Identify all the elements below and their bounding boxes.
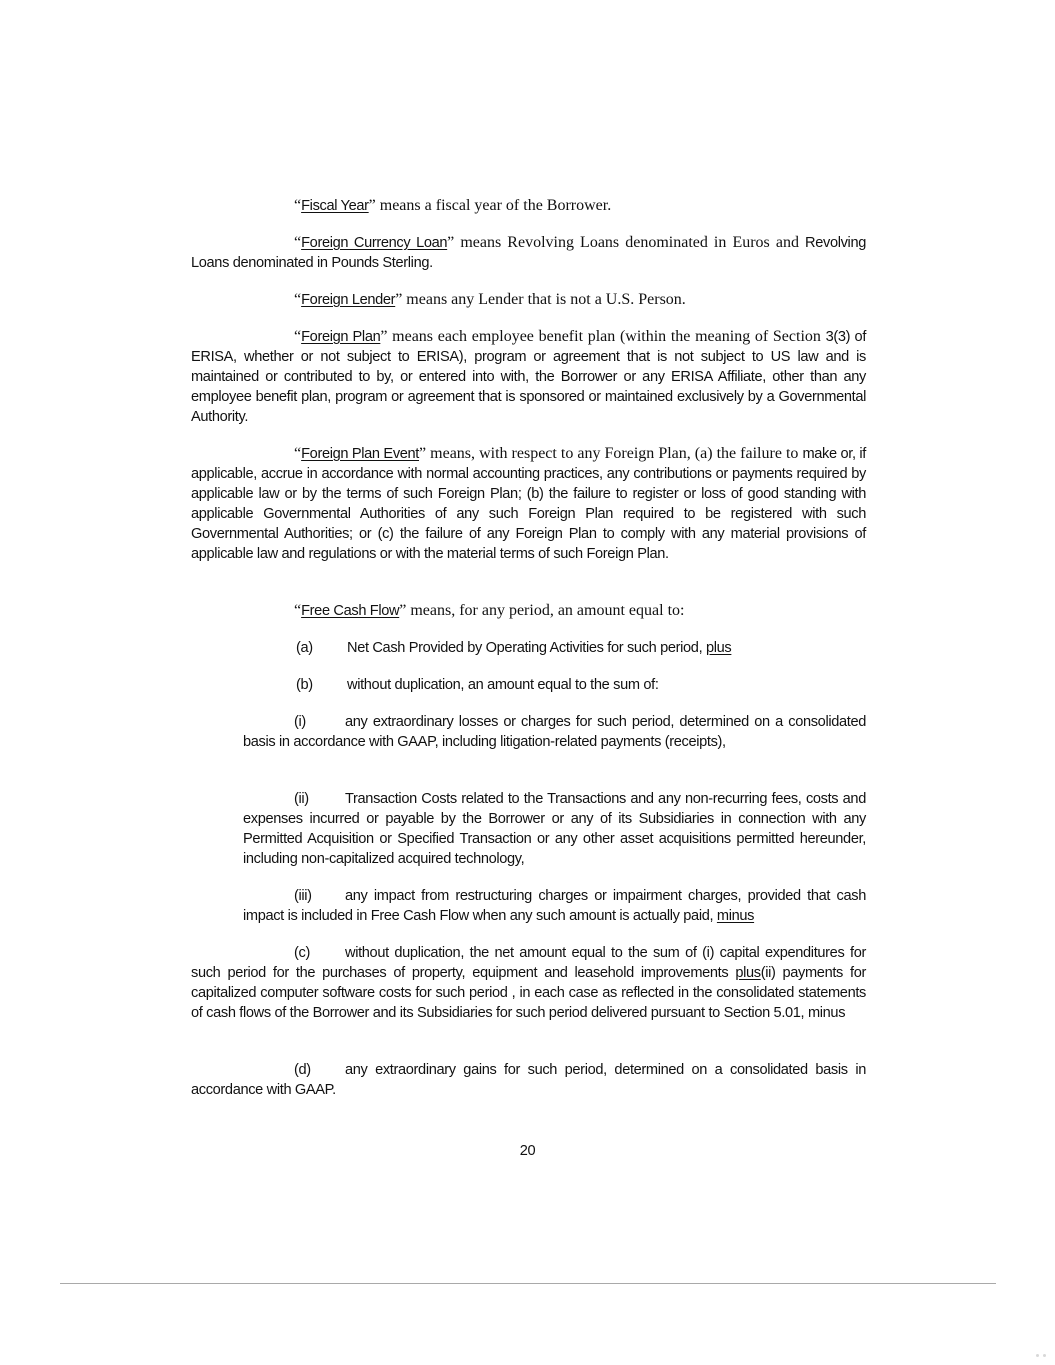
defined-term: Foreign Plan <box>301 329 381 345</box>
item-i-rest: consolidated basis in accordance with GAAP, including litigation-related payments (receipts), <box>243 714 866 750</box>
footer-divider <box>60 1283 996 1284</box>
corner-mark <box>1026 1354 1046 1360</box>
minus-term: minus <box>716 908 755 924</box>
definition-foreign-plan-event <box>191 444 866 564</box>
defined-term: Free Cash Flow <box>301 603 400 619</box>
plus-term: plus <box>735 965 761 981</box>
item-c-label: (c) <box>294 945 310 961</box>
item-ii-rest: costs and expenses incurred or payable by the Borrower or any of its Subsidiaries in connection with any Permitted Acquisition or Specified Transaction or any other asset acquisitions permitted hereunder, including non-capitalized acquired technology, <box>243 791 866 867</box>
definition-text: ” means, with respect to any Foreign Plan, (a) the failure to <box>419 445 799 462</box>
open-quote: “ <box>294 291 302 308</box>
item-c-first: without duplication, the net amount equal to the sum of (i) capital <box>345 945 760 961</box>
item-c <box>191 943 866 1023</box>
definition-text: ” means any Lender that is not a U.S. Person. <box>395 291 686 308</box>
definition-text: ” means each employee benefit plan (within the meaning of Section <box>380 328 821 345</box>
definition-fiscal-year <box>294 196 611 216</box>
item-c-rest: in the consolidated statements of cash flows of the Borrower and its Subsidiaries for such period delivered pursuant to Section 5.01, minus <box>191 985 866 1021</box>
page-number: 20 <box>519 1143 536 1159</box>
item-iii-label: (iii) <box>294 888 312 904</box>
item-ii-first: Transaction Costs related to the Transactions and any non-recurring fees, <box>345 791 802 807</box>
item-iii <box>243 886 866 926</box>
definition-text: ” means Revolving Loans denominated in Euros and <box>447 234 799 251</box>
item-ii-label: (ii) <box>294 791 309 807</box>
item-i-label: (i) <box>294 714 306 730</box>
definition-foreign-currency-loan <box>191 233 866 273</box>
definition-foreign-lender <box>294 290 686 310</box>
plus-term: plus <box>706 640 732 656</box>
item-i <box>243 712 866 752</box>
open-quote: “ <box>294 328 302 345</box>
item-a-body: Net Cash Provided by Operating Activities for such period, <box>347 640 703 656</box>
definition-free-cash-flow <box>294 601 684 621</box>
definition-continuation: Revolving Loans denominated in Pounds Sterling. <box>191 235 866 271</box>
definition-text: ” means a fiscal year of the Borrower. <box>368 197 612 214</box>
item-iii-rest: cash impact is included in Free Cash Flow when any such amount is actually paid, <box>243 888 866 924</box>
open-quote: “ <box>294 197 302 214</box>
corner-dot <box>1043 1354 1046 1357</box>
definition-continuation: make or, if applicable, accrue in accordance with normal accounting practices, any contributions or payments required by applicable law or by the terms of such Foreign Plan; (b) the failure to register or loss of good standing with applicable Governmental Authorities of any such Foreign Plan required to be registered with such Governmental Authorities; or (c) the failure of any Foreign Plan to comply with any material provisions of applicable law and regulations or with the material terms of such Foreign Plan. <box>191 446 867 562</box>
item-d-label: (d) <box>294 1062 311 1078</box>
item-iii-first: any impact from restructuring charges or impairment charges, provided that <box>345 888 831 904</box>
item-c-line3: (ii) payments for capitalized computer software costs for such period , in each case as reflected <box>191 965 866 1001</box>
item-b-label: (b) <box>296 677 313 693</box>
item-d <box>191 1060 866 1100</box>
item-d-rest: in accordance with GAAP. <box>191 1062 866 1098</box>
definition-text: ” means, for any period, an amount equal to: <box>399 602 685 619</box>
item-c-line2: expenditures for such period for the purchases of property, equipment and leasehold improvements <box>191 945 866 981</box>
item-ii <box>243 789 866 869</box>
open-quote: “ <box>294 445 302 462</box>
corner-dot <box>1036 1354 1039 1357</box>
defined-term: Fiscal Year <box>301 198 369 214</box>
open-quote: “ <box>294 602 302 619</box>
item-d-first: any extraordinary gains for such period, determined on a consolidated basis <box>345 1062 848 1078</box>
item-i-first: any extraordinary losses or charges for such period, determined on a <box>345 714 783 730</box>
defined-term: Foreign Lender <box>301 292 396 308</box>
defined-term: Foreign Currency Loan <box>301 235 448 251</box>
item-b-text: without duplication, an amount equal to the sum of: <box>347 677 659 693</box>
item-a-text <box>347 638 731 658</box>
item-a-label: (a) <box>296 640 313 656</box>
definition-foreign-plan <box>191 327 866 427</box>
defined-term: Foreign Plan Event <box>301 446 420 462</box>
open-quote: “ <box>294 234 302 251</box>
definition-continuation: 3(3) of ERISA, whether or not subject to ERISA), program or agreement that is not subject to US law and is maintained or contributed to by, or entered into with, the Borrower or any ERISA Affiliate, other than any employee benefit plan, program or agreement that is sponsored or maintained exclusively by a Governmental Authority. <box>191 329 867 425</box>
